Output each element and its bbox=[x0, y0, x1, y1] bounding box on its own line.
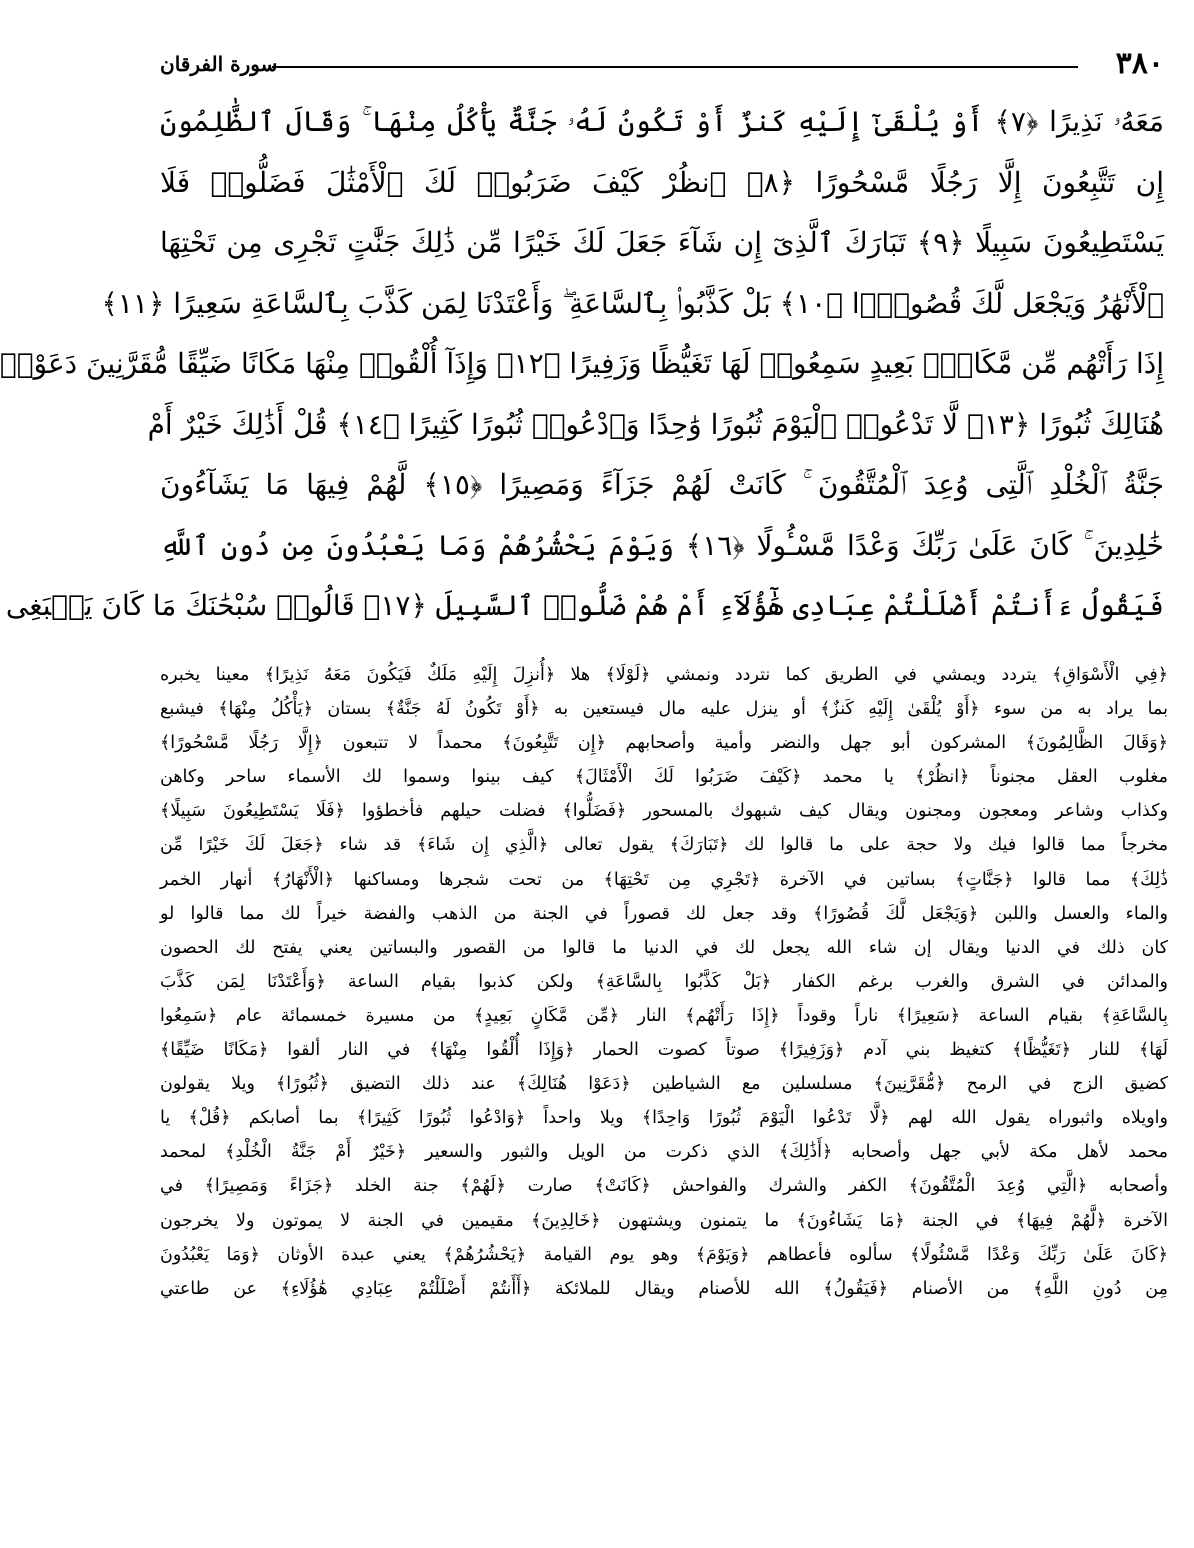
tafsir-line: لَهَا﴾ للنار ﴿تَغَيُّظًا﴾ كتغيظ بني آدم ﴿وَزَفِيرًا﴾ صوتاً كصوت الحمار ﴿وَإِذَا أُلْقُوا مِنْهَا﴾ في النار ألقوا ﴿مَكَانًا ضَيِّقًا﴾ bbox=[160, 1040, 1168, 1061]
page-header bbox=[160, 44, 1164, 88]
quran-line: ٱلْأَنْهَٰرُ وَيَجْعَل لَّكَ قُصُورًۢا ﴿١٠﴾ بَلْ كَذَّبُوا۟ بِٱلسَّاعَةِ ۖ وَأَعْتَدْنَا لِمَن كَذَّبَ بِٱلسَّاعَةِ سَعِيرًا ﴿١١﴾ bbox=[101, 286, 1164, 320]
quran-line: مَعَهُۥ نَذِيرًا ﴿٧﴾ أَوْ يُلْقَىٰٓ إِلَيْهِ كَنزٌ أَوْ تَكُونُ لَهُۥ جَنَّةٌ يَأْكُلُ مِنْهَا ۚ وَقَالَ ٱلظَّٰلِمُونَ bbox=[160, 105, 1164, 138]
tafsir-line: وكذاب وشاعر ومعجون ومجنون ويقال كيف شبهوك بالمسحور ﴿فَضَلُّوا﴾ فضلت حيلهم فأخطؤوا ﴿فَلَا يَسْتَطِيعُونَ سَبِيلًا﴾ bbox=[160, 801, 1168, 822]
tafsir-line: والمدائن في الشرق والغرب برغم الكفار ﴿بَلْ كَذَّبُوا بِالسَّاعَةِ﴾ ولكن كذبوا بقيام الساعة ﴿وَأَعْتَدْنَا لِمَن كَذَّبَ bbox=[160, 971, 1168, 992]
quran-line: جَنَّةُ ٱلْخُلْدِ ٱلَّتِى وُعِدَ ٱلْمُتَّقُونَ ۚ كَانَتْ لَهُمْ جَزَآءً وَمَصِيرًا ﴿١٥﴾ لَّهُمْ فِيهَا مَا يَشَآءُونَ bbox=[160, 468, 1165, 501]
surah-name: سورة الفرقان bbox=[160, 52, 278, 76]
tafsir-line: بِالسَّاعَةِ﴾ بقيام الساعة ﴿سَعِيرًا﴾ ناراً وقوداً ﴿إِذَا رَأَتْهُم﴾ النار ﴿مِّن مَّكَانٍ بَعِيدٍ﴾ من مسيرة خمسمائة عام ﴿سَمِعُوا bbox=[160, 1005, 1168, 1026]
tafsir-line: كضيق الزج في الرمح ﴿مُّقَرَّنِينَ﴾ مسلسلين مع الشياطين ﴿دَعَوْا هُنَالِكَ﴾ عند ذلك التضيق ﴿ثُبُورًا﴾ ويلا يقولون bbox=[160, 1074, 1168, 1095]
tafsir-line: واويلاه واثبوراه يقول الله لهم ﴿لَّا تَدْعُوا الْيَوْمَ ثُبُورًا وَاحِدًا﴾ ويلا واحداً ﴿وَادْعُوا ثُبُورًا كَثِيرًا﴾ بما أصابكم ﴿قُلْ﴾ يا bbox=[160, 1108, 1168, 1129]
quran-line: هُنَالِكَ ثُبُورًا ﴿١٣﴾ لَّا تَدْعُوا۟ ٱلْيَوْمَ ثُبُورًا وَٰحِدًا وَٱدْعُوا۟ ثُبُورًا كَثِيرًا ﴿١٤﴾ قُلْ أَذَٰلِكَ خَيْرٌ أَمْ bbox=[147, 407, 1164, 441]
tafsir-text-block bbox=[160, 658, 1168, 1306]
page-number: ٣٨٠ bbox=[1115, 46, 1164, 81]
tafsir-line: كان ذلك في الدنيا ويقال إن شاء الله يجعل لك في الدنيا ما قالوا من القصور والبساتين يعني يفتح لك الحصون bbox=[160, 937, 1168, 958]
quran-line: إِن تَتَّبِعُونَ إِلَّا رَجُلًا مَّسْحُورًا ﴿٨﴾ ٱنظُرْ كَيْفَ ضَرَبُوا۟ لَكَ ٱلْأَمْثَٰلَ فَضَلُّوا۟ فَلَا bbox=[160, 165, 1164, 199]
tafsir-line: ﴿فِي الْأَسْوَاقِ﴾ يتردد ويمشي في الطريق كما نتردد ونمشي ﴿لَوْلَا﴾ هلا ﴿أُنزِلَ إِلَيْهِ مَلَكٌ فَيَكُونَ مَعَهُ نَذِيرًا﴾ معينا يخبره bbox=[160, 665, 1168, 685]
tafsir-line: والماء والعسل واللبن ﴿وَيَجْعَل لَّكَ قُصُورًا﴾ وقد جعل لك قصوراً في الجنة من الذهب والفضة خيراً لك مما قالوا لو bbox=[160, 903, 1168, 924]
tafsir-line: مِن دُونِ اللَّهِ﴾ من الأصنام ﴿فَيَقُولُ﴾ الله للأصنام ويقال للملائكة ﴿أَأَنتُمْ أَضْلَلْتُمْ عِبَادِي هَٰؤُلَاءِ﴾ عن طاعتي bbox=[160, 1278, 1168, 1299]
quran-text-block bbox=[0, 92, 1165, 637]
tafsir-line: ذَٰلِكَ﴾ مما قالوا ﴿جَنَّاتٍ﴾ بساتين في الآخرة ﴿تَجْرِي مِن تَحْتِهَا﴾ من تحت شجرها ومساكنها ﴿الْأَنْهَارُ﴾ أنهار الخمر bbox=[160, 869, 1168, 890]
tafsir-line: ﴿كَانَ عَلَىٰ رَبِّكَ وَعْدًا مَّسْئُولًا﴾ سألوه فأعطاهم ﴿وَيَوْمَ﴾ وهو يوم القيامة ﴿يَحْشُرُهُمْ﴾ يعني عبدة الأوثان ﴿وَمَا يَعْبُدُونَ bbox=[160, 1244, 1168, 1265]
quran-line: إِذَا رَأَتْهُم مِّن مَّكَانٍۭ بَعِيدٍ سَمِعُوا۟ لَهَا تَغَيُّظًا وَزَفِيرًا ﴿١٢﴾ وَإِذَآ أُلْقُوا۟ مِنْهَا مَكَانًا ضَيِّقًا مُّقَرَّنِينَ دَعَوْا۟ bbox=[0, 347, 1164, 380]
quran-line: فَيَقُولُ ءَأَنتُمْ أَضْلَلْتُمْ عِبَادِى هَٰٓؤُلَآءِ أَمْ هُمْ ضَلُّوا۟ ٱلسَّبِيلَ ﴿١٧﴾ قَالُوا۟ سُبْحَٰنَكَ مَا كَانَ يَنۢبَغِى bbox=[5, 589, 1164, 622]
tafsir-line: مخرجاً مما قالوا فيك ولا حجة على ما قالوا لك ﴿تَبَارَكَ﴾ يقول تعالى ﴿الَّذِي إِن شَاءَ﴾ قد شاء ﴿جَعَلَ لَكَ خَيْرًا مِّن bbox=[160, 835, 1168, 856]
tafsir-line: محمد لأهل مكة لأبي جهل وأصحابه ﴿أَذَٰلِكَ﴾ الذي ذكرت من الويل والثبور والسعير ﴿خَيْرٌ أَمْ جَنَّةُ الْخُلْدِ﴾ لمحمد bbox=[160, 1142, 1168, 1163]
header-rule bbox=[272, 66, 1078, 68]
tafsir-line: الآخرة ﴿لَّهُمْ فِيهَا﴾ في الجنة ﴿مَا يَشَاءُونَ﴾ ما يتمنون ويشتهون ﴿خَالِدِينَ﴾ مقيمين في الجنة لا يموتون ولا يخرجون bbox=[160, 1210, 1168, 1231]
tafsir-line: بما يراد به من سوء ﴿أَوْ يُلْقَىٰ إِلَيْهِ كَنزٌ﴾ أو ينزل عليه مال فيستعين به ﴿أَوْ تَكُونُ لَهُ جَنَّةٌ﴾ بستان ﴿يَأْكُلُ مِنْهَا﴾ فيشبع bbox=[160, 699, 1168, 720]
tafsir-line: ﴿وَقَالَ الظَّالِمُونَ﴾ المشركون أبو جهل والنضر وأمية وأصحابهم ﴿إِن تَتَّبِعُونَ﴾ محمداً لا تتبعون ﴿إِلَّا رَجُلًا مَّسْحُورًا﴾ bbox=[160, 733, 1168, 754]
quran-line: يَسْتَطِيعُونَ سَبِيلًا ﴿٩﴾ تَبَارَكَ ٱلَّذِىٓ إِن شَآءَ جَعَلَ لَكَ خَيْرًا مِّن ذَٰلِكَ جَنَّٰتٍ تَجْرِى مِن تَحْتِهَا bbox=[160, 226, 1165, 259]
tafsir-line: مغلوب العقل مجنوناً ﴿انظُرْ﴾ يا محمد ﴿كَيْفَ ضَرَبُوا لَكَ الْأَمْثَالَ﴾ كيف بينوا وسموا لك الأسماء ساحر وكاهن bbox=[160, 767, 1168, 788]
tafsir-line: وأصحابه ﴿الَّتِي وُعِدَ الْمُتَّقُونَ﴾ الكفر والشرك والفواحش ﴿كَانَتْ﴾ صارت ﴿لَهُمْ﴾ جنة الخلد ﴿جَزَاءً وَمَصِيرًا﴾ في bbox=[160, 1176, 1168, 1197]
quran-line: خَٰلِدِينَ ۚ كَانَ عَلَىٰ رَبِّكَ وَعْدًا مَّسْـُٔولًا ﴿١٦﴾ وَيَوْمَ يَحْشُرُهُمْ وَمَا يَعْبُدُونَ مِن دُونِ ٱللَّهِ bbox=[160, 528, 1164, 562]
